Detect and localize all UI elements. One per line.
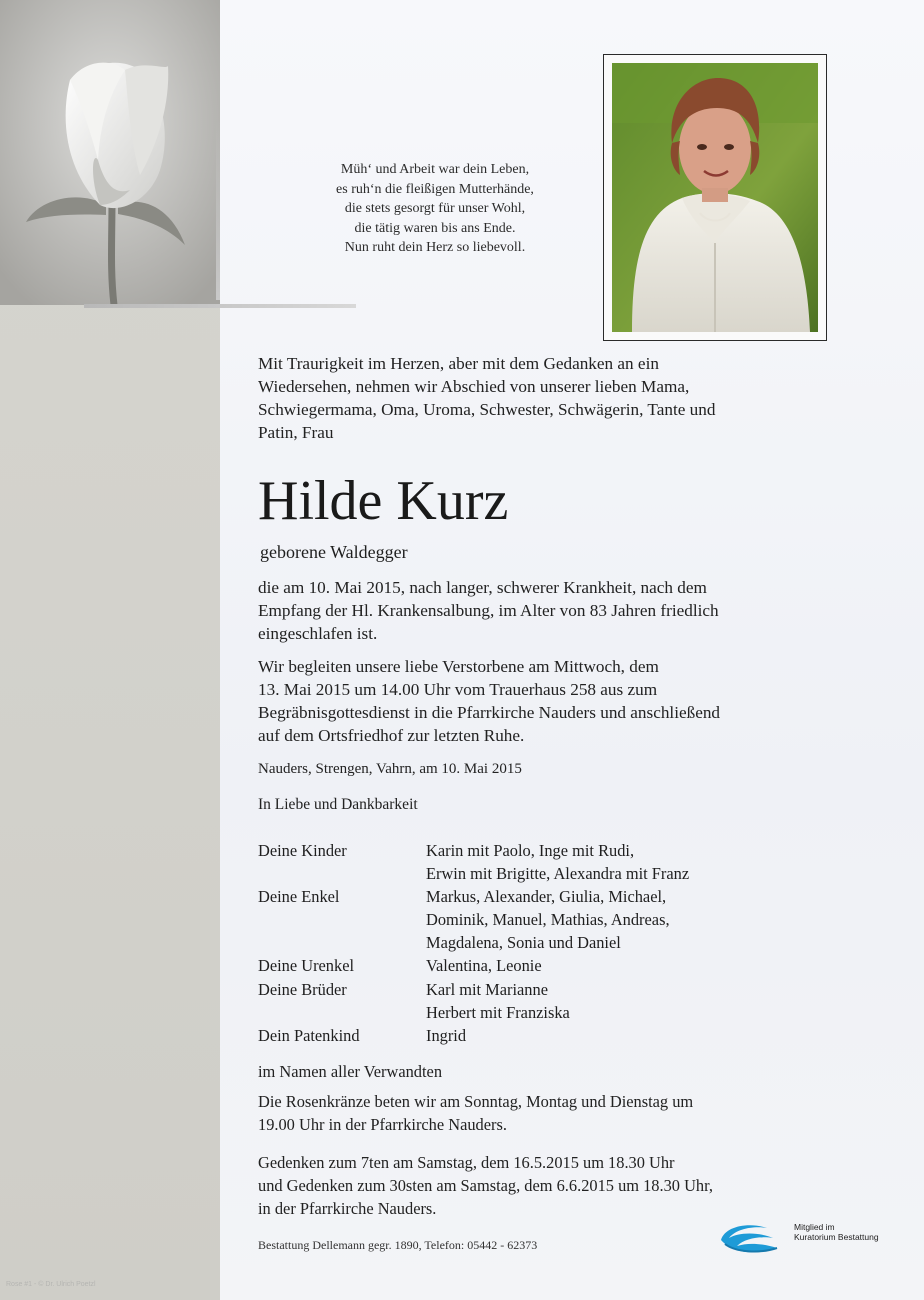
memorial-line: in der Pfarrkirche Nauders. [258,1199,437,1218]
family-label: Dein Patenkind [258,1025,360,1045]
family-names: Karin mit Paolo, Inge mit Rudi, [426,841,635,860]
family-row [258,978,689,1024]
divider-horizontal [84,304,356,308]
intro-line: Patin, Frau [258,423,334,442]
family-row [258,839,689,885]
memorial-text [258,1151,713,1220]
logo-line: Kuratorium Bestattung [794,1232,879,1242]
portrait-photo [612,63,818,332]
kuratorium-logo [715,1218,879,1258]
rosary-line: Die Rosenkränze beten wir am Sonntag, Montag und Dienstag um [258,1092,694,1111]
rosary-text [258,1090,693,1136]
death-line: die am 10. Mai 2015, nach langer, schwerer Krankheit, nach dem [258,578,707,597]
rose-icon [0,0,220,305]
intro-line: Wiedersehen, nehmen wir Abschied von unserer lieben Mama, [258,377,690,396]
family-names: Ingrid [426,1025,467,1045]
family-names: Dominik, Manuel, Mathias, Andreas, [426,910,670,930]
verse-line: die stets gesorgt für unser Wohl, [344,201,526,216]
logo-line: Mitglied im [794,1222,835,1232]
family-names: Herbert mit Franziska [426,1002,570,1022]
verse-line: die tätig waren bis ans Ende. [354,220,516,236]
family-row [258,885,689,954]
death-text [258,576,719,645]
family-row [258,954,689,977]
maiden-name: geborene Waldegger [260,542,408,562]
in-love-line: In Liebe und Dankbarkeit [258,796,418,813]
intro-text [258,352,715,444]
logo-text [794,1222,879,1242]
family-names: Valentina, Leonie [426,956,542,976]
undertaker-info: Bestattung Dellemann gegr. 1890, Telefon: 05442 - 62373 [258,1238,538,1252]
deceased-name: Hilde Kurz [258,470,509,532]
family-row [258,1024,689,1047]
funeral-line: Begräbnisgottesdienst in die Pfarrkirche Nauders und anschließend [258,703,721,722]
funeral-line: Wir begleiten unsere liebe Verstorbene am Mittwoch, dem [258,657,659,676]
verse-line: Müh‘ und Arbeit war dein Leben, [340,162,530,177]
verse-line: es ruh‘n die fleißigen Mutterhände, [336,181,534,197]
family-label: Deine Brüder [258,979,347,999]
verse-line: Nun ruht dein Herz so liebevoll. [344,240,526,255]
family-names: Magdalena, Sonia und Daniel [426,933,621,953]
portrait-frame [603,54,827,341]
death-line: Empfang der Hl. Krankensalbung, im Alter von 83 Jahren friedlich [258,601,719,620]
intro-line: Schwiegermama, Oma, Uroma, Schwester, Schwägerin, Tante und [258,400,716,419]
funeral-line: auf dem Ortsfriedhof zur letzten Ruhe. [258,726,525,745]
memorial-line: und Gedenken zum 30sten am Samstag, dem 6.6.2015 um 18.30 Uhr, [258,1176,714,1195]
place-date: Nauders, Strengen, Vahrn, am 10. Mai 2015 [258,761,522,777]
image-credit: Rose #1 - © Dr. Ulrich Poetzl [6,1281,96,1288]
intro-line: Mit Traurigkeit im Herzen, aber mit dem Gedanken an ein [258,354,659,373]
funeral-text [258,655,720,747]
rosary-line: 19.00 Uhr in der Pfarrkirche Nauders. [258,1115,507,1134]
family-names: Markus, Alexander, Giulia, Michael, [426,887,667,907]
family-label: Deine Urenkel [258,956,355,976]
swirl-logo-icon [715,1218,795,1258]
family-names: Erwin mit Brigitte, Alexandra mit Franz [426,864,690,884]
family-label: Deine Enkel [258,887,340,907]
death-line: eingeschlafen ist. [258,624,378,643]
divider-vertical [216,120,220,300]
family-list [258,839,689,1047]
verse [272,160,598,258]
rose-image [0,0,220,305]
memorial-line: Gedenken zum 7ten am Samstag, dem 16.5.2015 um 18.30 Uhr [258,1153,675,1172]
family-label: Deine Kinder [258,841,347,860]
family-names: Karl mit Marianne [426,979,548,999]
relatives-line: im Namen aller Verwandten [258,1062,443,1081]
funeral-line: 13. Mai 2015 um 14.00 Uhr vom Trauerhaus 258 aus zum [258,680,658,699]
